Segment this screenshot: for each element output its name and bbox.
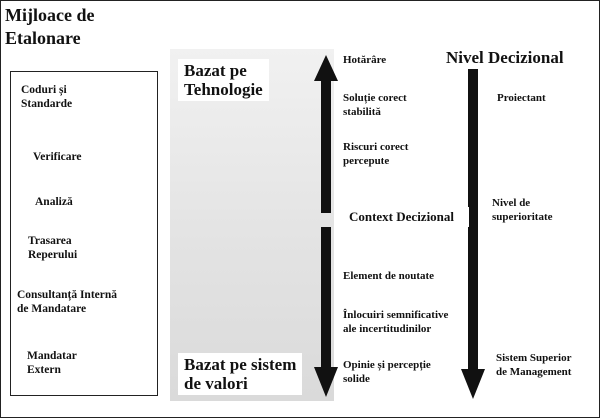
decision-item-novelty [343,269,434,283]
item-line: superioritate [492,211,553,223]
item-line: Sistem Superior [496,352,572,364]
item-line: Element de noutate [343,270,435,282]
decision-item-verdict [343,53,386,67]
means-item-line: Standarde [21,98,73,110]
label-line: de valori [184,374,248,393]
label-line: Bazat pe sistem [184,355,297,374]
title-line: Etalonare [5,28,81,48]
level-item-management [496,351,571,379]
means-item-line: de Mandatare [17,303,87,315]
means-item-line: Trasarea [28,235,72,247]
item-line: stabilită [343,106,381,118]
item-line: solide [343,373,370,385]
decision-item-opinion [343,358,431,386]
decision-up-arrow [314,55,338,213]
item-line: Hotărâre [343,54,387,66]
decision-item-replacements [343,308,448,336]
level-down-arrow [461,69,485,399]
decision-item-solution [343,91,407,119]
item-line: ale incertitudinilor [343,323,432,335]
item-line: Riscuri corect [343,141,409,153]
means-item-line: Reperului [28,249,78,261]
item-line: Înlocuiri semnificative [343,309,449,321]
means-item-line: Verificare [33,151,82,163]
means-item-line: Mandatar [27,350,77,362]
means-item-line: Coduri și [21,84,67,96]
item-line: Soluție corect [343,92,407,104]
item-line: Proiectant [497,92,546,104]
means-item-line: Extern [27,364,61,376]
item-line: Opinie și percepție [343,359,431,371]
label-line: Bazat pe [184,61,247,80]
item-line: de Management [496,366,572,378]
decision-context-label: Context Decizional [334,207,469,227]
means-item-line: Analiză [35,196,73,208]
item-line: Nivel de [492,197,531,209]
item-line: percepute [343,155,390,167]
decision-item-risks [343,140,408,168]
decision-level-title: Nivel Decizional [446,48,564,67]
level-item-superiority [492,196,552,224]
label-line: Tehnologie [184,80,263,99]
title-line: Mijloace de [5,5,95,25]
decision-down-arrow [314,227,338,397]
means-item-line: Consultanță Internă [17,289,118,301]
level-item-designer [497,91,546,105]
